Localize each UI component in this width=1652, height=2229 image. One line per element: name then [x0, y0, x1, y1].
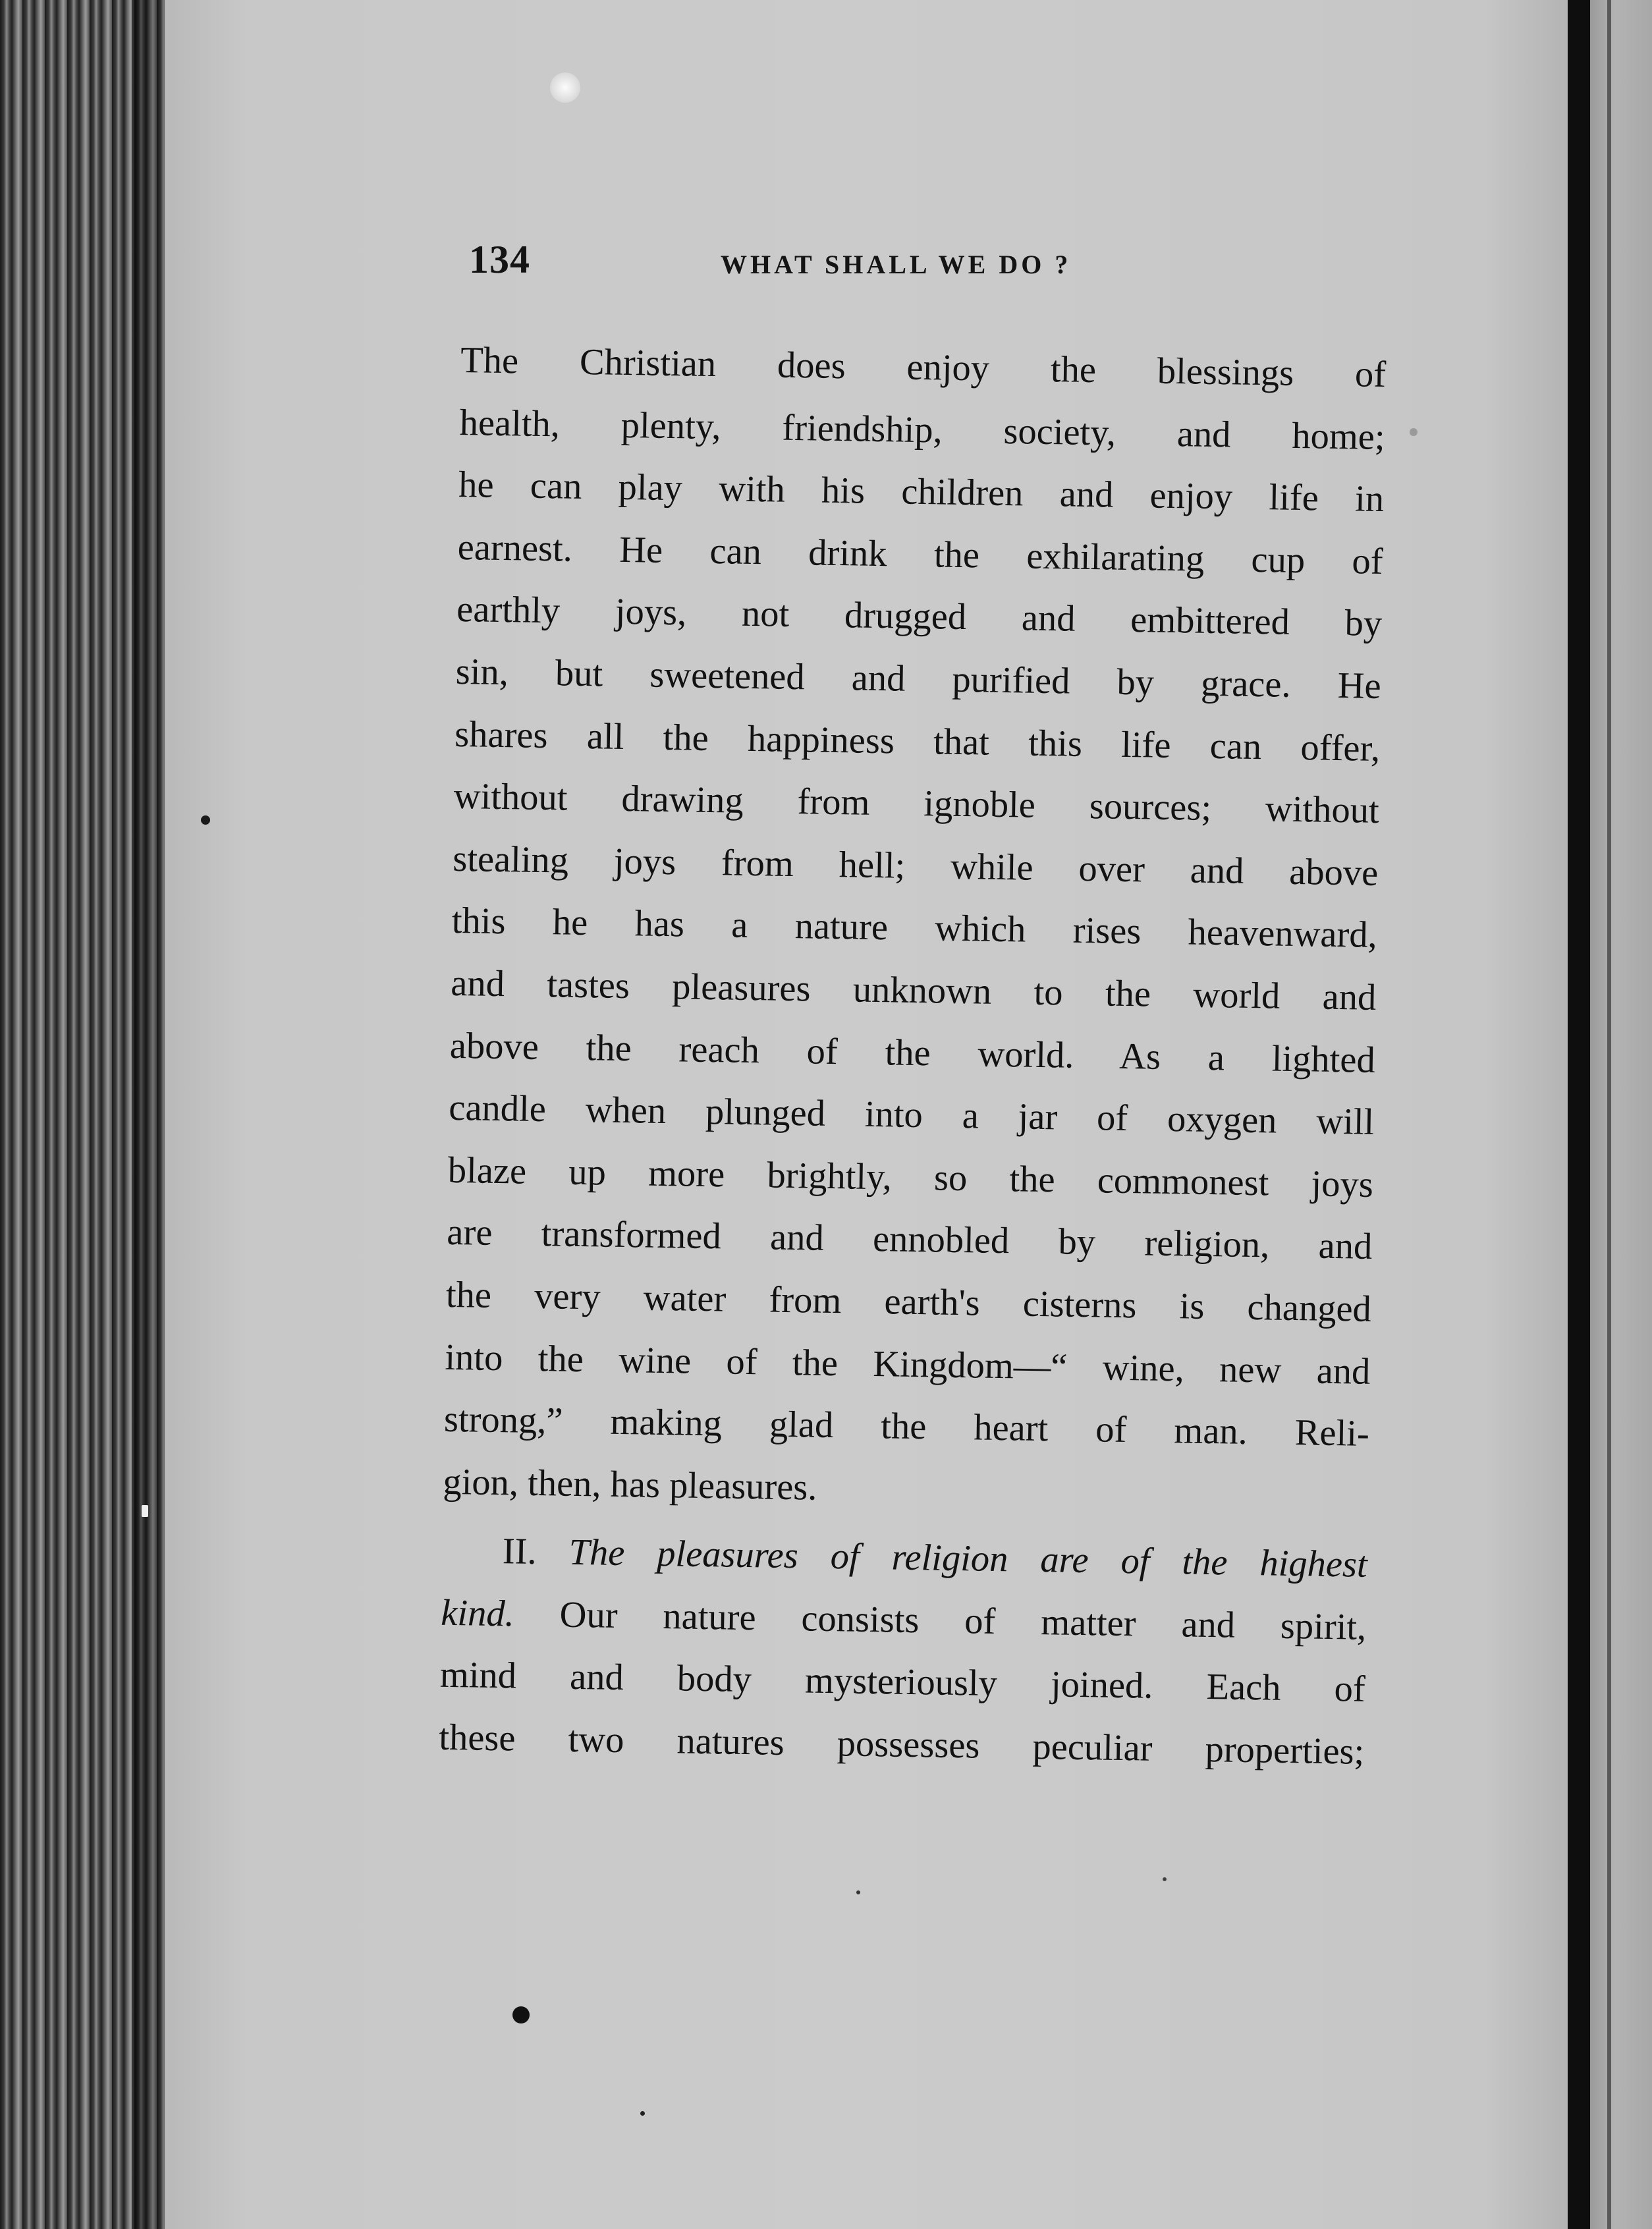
italic-heading-text: kind. — [440, 1592, 515, 1635]
text-line: without drawing from ignoble sources; without — [453, 776, 1380, 832]
text-line: into the wine of the Kingdom—“ wine, new and — [445, 1336, 1371, 1392]
text-line: are transformed and ennobled by religion, and — [446, 1212, 1373, 1268]
text-line: sin, but sweetened and purified by grace. He — [455, 651, 1382, 707]
text-line: health, plenty, friendship, society, and home; — [459, 402, 1386, 458]
text-line: stealing joys from hell; while over and above — [452, 838, 1379, 894]
text-line: this he has a nature which rises heavenward, — [451, 900, 1378, 956]
text-line: gion, then, has pleasures. — [443, 1461, 817, 1508]
scan-speck — [550, 72, 580, 103]
scan-speck — [201, 815, 210, 825]
facing-page-sliver — [1590, 0, 1652, 2229]
scan-speck — [640, 2111, 645, 2116]
text-line: shares all the happiness that this life can offer, — [454, 713, 1381, 769]
scan-speck — [1163, 1877, 1167, 1881]
scan-speck — [856, 1890, 860, 1894]
text-line: earnest. He can drink the exhilarating cup of — [457, 526, 1384, 582]
gutter — [1568, 0, 1590, 2229]
facing-page-edge — [1607, 0, 1611, 2229]
text-line: the very water from earth's cisterns is changed — [445, 1274, 1372, 1330]
text-line: The Christian does enjoy the blessings of — [460, 339, 1387, 396]
page-number: 134 — [469, 238, 530, 281]
text-line: strong,” making glad the heart of man. Reli- — [443, 1398, 1370, 1454]
text-line: blaze up more brightly, so the commonest joys — [447, 1149, 1374, 1205]
text-line: mind and body mysteriously joined. Each of — [439, 1655, 1366, 1711]
section-numeral: II. — [502, 1531, 537, 1573]
text-line: and tastes pleasures unknown to the world and — [450, 962, 1377, 1018]
scan-speck — [512, 2006, 530, 2023]
paragraph — [439, 1520, 1368, 1783]
roman-text: Our nature consists of matter and spirit, — [559, 1594, 1367, 1648]
text-line: these two natures possesses peculiar properties; — [438, 1717, 1365, 1773]
italic-heading-text: The pleasures of religion are of the highest — [568, 1532, 1368, 1586]
scan-speck — [142, 1505, 148, 1517]
running-title: WHAT SHALL WE DO ? — [721, 250, 1072, 279]
text-line: earthly joys, not drugged and embittered by — [456, 589, 1383, 645]
text-line: above the reach of the world. As a lighted — [449, 1025, 1376, 1081]
text-line: candle when plunged into a jar of oxygen will — [448, 1087, 1375, 1143]
text-line: he can play with his children and enjoy life in — [458, 464, 1385, 520]
paragraph — [443, 329, 1387, 1527]
running-head — [469, 237, 1391, 296]
body-text — [439, 329, 1387, 1783]
scan-speck — [1410, 428, 1418, 436]
